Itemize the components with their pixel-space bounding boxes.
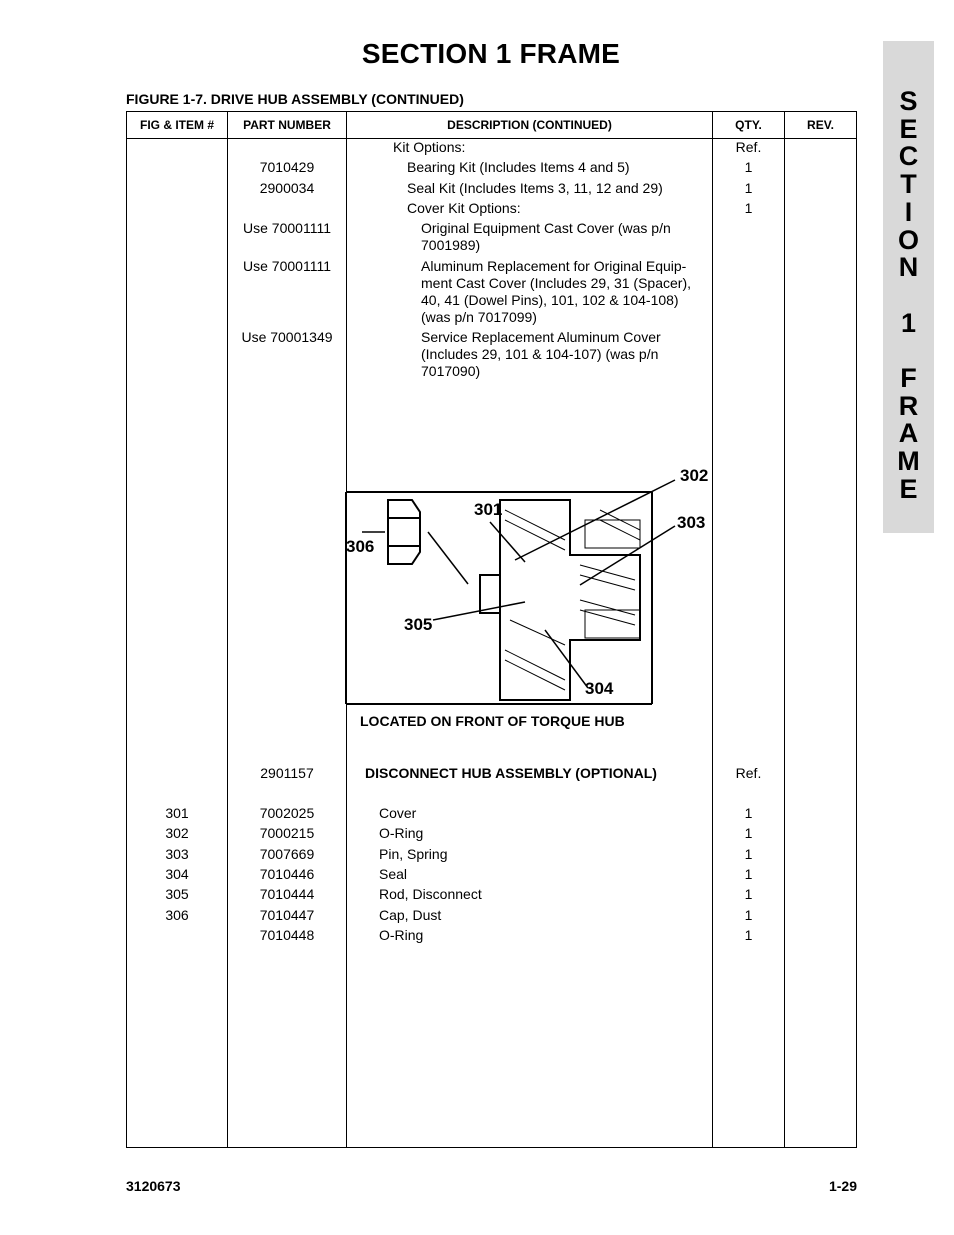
side-tab-letter: A [898, 418, 919, 449]
side-tab-letter: I [904, 196, 913, 227]
disconnect-hub-diagram [340, 460, 720, 745]
description-cell: O-Ring [379, 825, 424, 842]
qty-cell: 1 [744, 865, 753, 882]
part-number-cell: 7007669 [259, 845, 315, 862]
side-tab-letter: E [899, 113, 918, 144]
description-cell: Cover Kit Options: [407, 200, 521, 216]
qty-cell: 1 [744, 845, 753, 862]
part-number-cell: Use 70001349 [241, 329, 333, 345]
description-cell: Seal Kit (Includes Items 3, 11, 12 and 29) [407, 180, 663, 196]
diagram-caption: LOCATED ON FRONT OF TORQUE HUB [360, 713, 625, 729]
header-part-number: PART NUMBER [243, 118, 331, 132]
part-number-cell: Use 70001111 [243, 258, 331, 274]
part-number-cell: 7010447 [259, 906, 315, 923]
hub-drawing [346, 492, 652, 704]
fig-item-cell: 305 [165, 886, 189, 903]
qty-cell: 1 [744, 805, 753, 821]
qty-cell: 1 [744, 926, 753, 943]
header-fig-item: FIG & ITEM # [139, 118, 214, 132]
qty-cell: 1 [744, 159, 753, 175]
qty-cell: Ref. [735, 139, 762, 155]
part-number-cell: 7002025 [259, 805, 315, 821]
side-tab-letter: C [898, 141, 919, 172]
section-side-tab [883, 41, 934, 533]
description-cell: Pin, Spring [379, 845, 448, 862]
part-number-cell: 2900034 [259, 180, 315, 196]
callout-306: 306 [346, 537, 375, 556]
fig-item-cell: 304 [165, 865, 189, 882]
part-number-cell: 7010429 [259, 159, 315, 175]
part-number-cell: 7000215 [259, 825, 315, 842]
description-cell: Service Replacement Aluminum Cover (Includes 29, 101 & 104-107) (was p/n 7017090) [421, 329, 661, 379]
side-tab-letter: R [898, 390, 919, 421]
part-number-cell: 2901157 [260, 765, 314, 781]
description-cell: Original Equipment Cast Cover (was p/n 7001989) [421, 220, 671, 253]
side-tab-letter: N [898, 252, 919, 283]
part-number-cell: 7010448 [259, 926, 315, 943]
header-rev: REV. [807, 118, 834, 132]
callout-305: 305 [404, 615, 433, 634]
description-cell: Seal [379, 865, 408, 882]
fig-item-cell: 303 [165, 845, 189, 862]
column-divider [346, 138, 347, 461]
header-description: DESCRIPTION (CONTINUED) [447, 118, 612, 132]
description-cell: Cap, Dust [379, 906, 442, 923]
side-tab-letter: O [897, 224, 919, 255]
description-cell: O-Ring [379, 926, 424, 943]
column-divider [346, 742, 347, 1147]
table-header [127, 112, 856, 139]
side-tab-letter: S [899, 86, 918, 116]
qty-cell: Ref. [735, 765, 762, 781]
side-tab-letter: 1 [900, 307, 917, 338]
callout-301: 301 [474, 500, 503, 519]
description-cell: Aluminum Replacement for Original Equip- ment Cast Cover (Includes 29, 31 (Spacer), 40, 41 (Dowel Pins), 101, 102 & 104-108) (was p/n 7017099) [421, 258, 692, 325]
part-number-cell: 7010444 [259, 886, 315, 903]
callout-304: 304 [585, 679, 614, 698]
assembly-title-cell: DISCONNECT HUB ASSEMBLY (OPTIONAL) [365, 765, 657, 781]
side-tab-letter: E [899, 473, 918, 504]
part-number-cell: 7010446 [259, 865, 315, 882]
fig-item-cell: 306 [165, 906, 189, 923]
fig-item-cell: 301 [165, 805, 189, 821]
column-divider [784, 112, 785, 1147]
description-cell: Bearing Kit (Includes Items 4 and 5) [407, 159, 630, 175]
fig-item-cell: 302 [165, 825, 189, 842]
callout-302: 302 [680, 466, 709, 485]
page-number: 1-29 [828, 1178, 857, 1194]
side-tab-letter: T [900, 169, 917, 200]
document-number: 3120673 [126, 1178, 181, 1194]
description-cell: Cover [379, 805, 417, 821]
qty-cell: 1 [744, 825, 753, 842]
section-title: SECTION 1 FRAME [361, 38, 621, 69]
part-number-cell: Use 70001111 [243, 220, 331, 236]
header-qty: QTY. [735, 118, 762, 132]
side-tab-letter: M [897, 446, 920, 477]
callout-303: 303 [677, 513, 706, 532]
qty-cell: 1 [744, 906, 753, 923]
qty-cell: 1 [744, 200, 753, 216]
qty-cell: 1 [744, 180, 753, 196]
qty-cell: 1 [744, 886, 753, 903]
column-divider [346, 112, 347, 138]
description-cell: Kit Options: [393, 139, 466, 155]
figure-title: FIGURE 1-7. DRIVE HUB ASSEMBLY (CONTINUED) [126, 91, 464, 107]
side-tab-letter: F [900, 363, 917, 393]
description-cell: Rod, Disconnect [379, 886, 482, 903]
